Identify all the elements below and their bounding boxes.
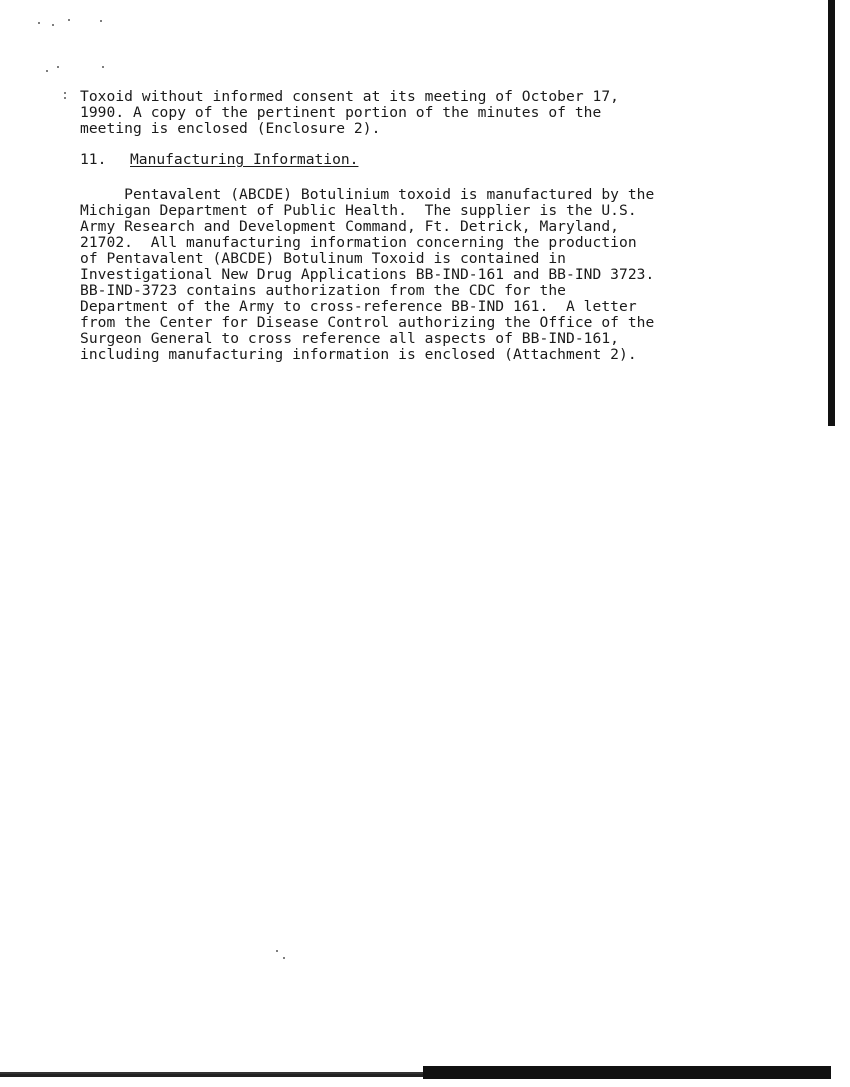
section-number: 11. [80, 151, 107, 168]
scan-speck [100, 20, 102, 22]
paragraph-line: 21702. All manufacturing information concerning the production [80, 234, 637, 251]
paragraph-line: including manufacturing information is enclosed (Attachment 2). [80, 346, 637, 363]
paragraph-line: Michigan Department of Public Health. The supplier is the U.S. [80, 202, 637, 219]
paragraph-line: BB-IND-3723 contains authorization from the CDC for the [80, 282, 566, 299]
scan-speck [46, 70, 48, 72]
paragraph-line: Pentavalent (ABCDE) Botulinium toxoid is manufactured by the [80, 186, 655, 203]
scan-speck [102, 66, 104, 68]
scan-speck [64, 97, 66, 99]
scan-speck [38, 22, 40, 24]
bottom-rule-thick [423, 1066, 831, 1079]
paragraph-line: from the Center for Disease Control authorizing the Office of the [80, 314, 655, 331]
scan-speck [68, 19, 70, 21]
bottom-rule-thin [0, 1074, 425, 1077]
scan-speck [52, 24, 54, 26]
paragraph-line: of Pentavalent (ABCDE) Botulinum Toxoid is contained in [80, 250, 566, 267]
continuation-line: meeting is enclosed (Enclosure 2). [80, 120, 381, 137]
paragraph-line: Investigational New Drug Applications BB-IND-161 and BB-IND 3723. [80, 266, 655, 283]
paragraph-line: Army Research and Development Command, Ft. Detrick, Maryland, [80, 218, 620, 235]
section-title: Manufacturing Information. [130, 151, 359, 168]
paragraph-line: Department of the Army to cross-reference BB-IND 161. A letter [80, 298, 637, 315]
paragraph-line: Surgeon General to cross reference all aspects of BB-IND-161, [80, 330, 620, 347]
continuation-line: 1990. A copy of the pertinent portion of the minutes of the [80, 104, 602, 121]
scan-edge-bar [828, 0, 835, 426]
scan-speck [57, 66, 59, 68]
scan-speck [276, 950, 278, 952]
continuation-line: Toxoid without informed consent at its meeting of October 17, [80, 88, 620, 105]
scan-speck [64, 92, 66, 94]
scan-speck [283, 957, 285, 959]
